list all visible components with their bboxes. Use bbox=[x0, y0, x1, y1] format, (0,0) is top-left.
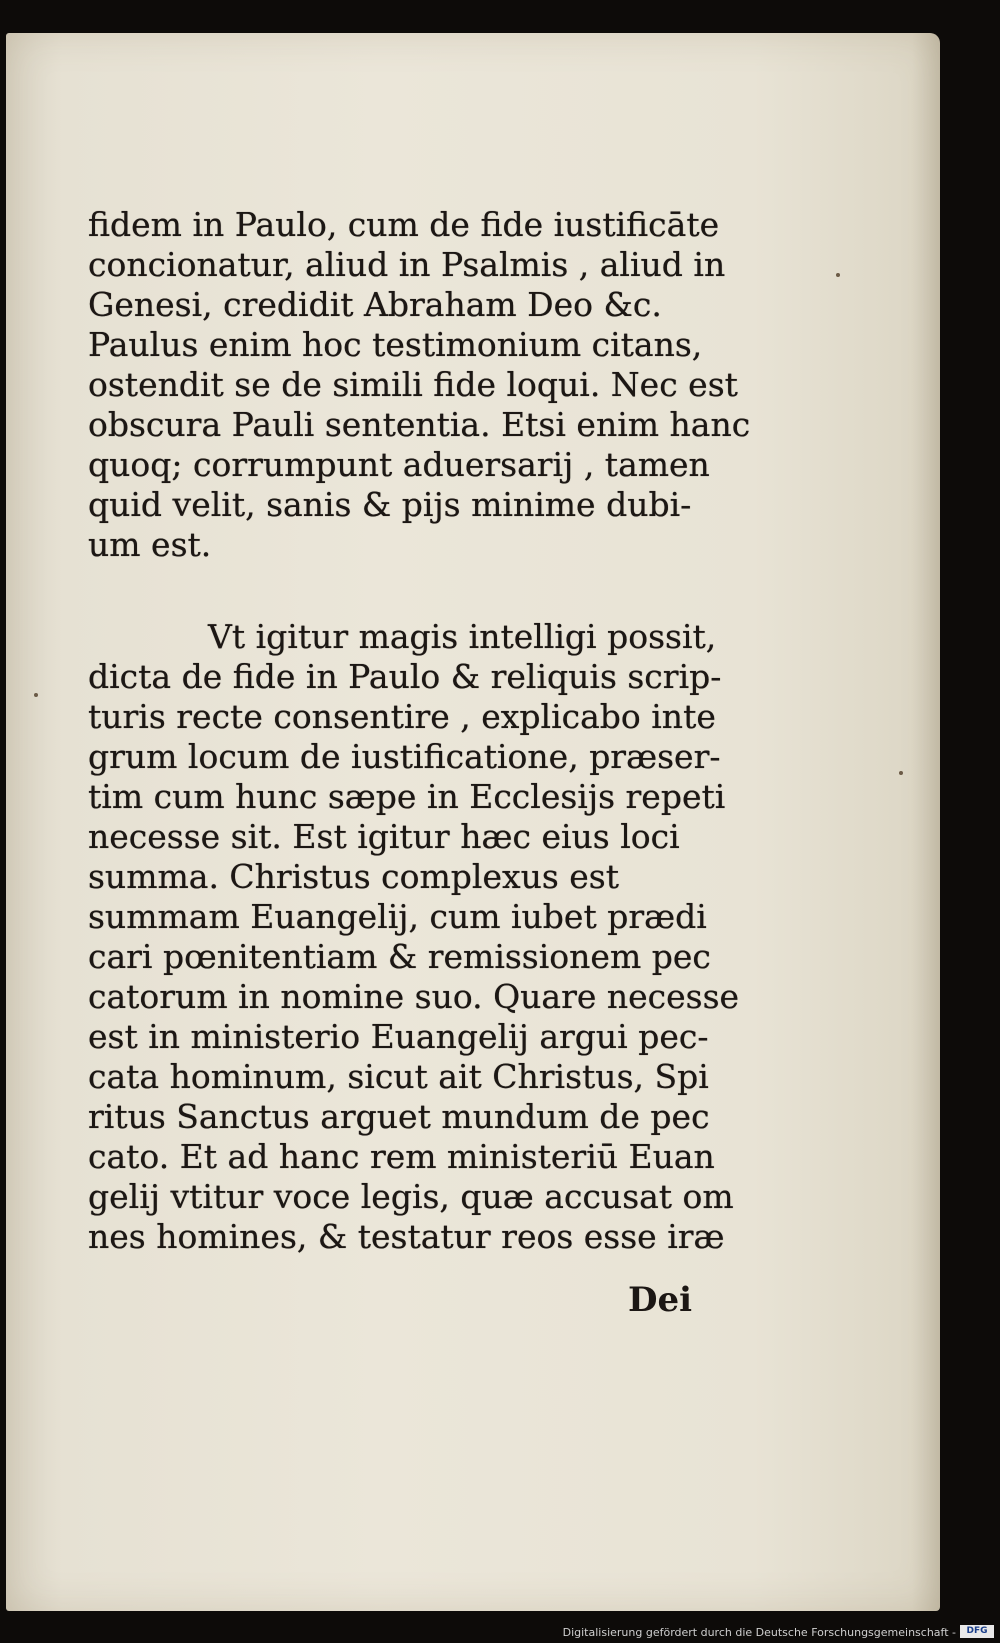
paragraph-first-line: Vt igitur magis intelligi possit, bbox=[208, 617, 717, 656]
text-line: Paulus enim hoc testimonium citans, bbox=[88, 325, 703, 364]
text-line: quoq; corrumpunt aduersarij , tamen bbox=[88, 445, 710, 484]
text-line: quid velit, sanis & pijs minime dubi- bbox=[88, 485, 692, 524]
text-line: summam Euangelij, cum iubet prædi bbox=[88, 897, 707, 936]
text-line: summa. Christus complexus est bbox=[88, 857, 619, 896]
catchword: Dei bbox=[628, 1280, 693, 1320]
paper-speck bbox=[836, 273, 840, 277]
text-line: gelij vtitur voce legis, quæ accusat om bbox=[88, 1177, 734, 1216]
text-line: Genesi, credidit Abraham Deo &c. bbox=[88, 285, 662, 324]
text-line: concionatur, aliud in Psalmis , aliud in bbox=[88, 245, 726, 284]
text-line: necesse sit. Est igitur hæc eius loci bbox=[88, 817, 680, 856]
digitization-credit: Digitalisierung gefördert durch die Deutsche Forschungsgemeinschaft - bbox=[562, 1626, 956, 1639]
text-line: catorum in nomine suo. Quare necesse bbox=[88, 977, 740, 1016]
paper-speck bbox=[899, 771, 903, 775]
text-line: cata hominum, sicut ait Christus, Spi bbox=[88, 1057, 709, 1096]
text-line: nes homines, & testatur reos esse iræ bbox=[88, 1217, 725, 1256]
text-line: turis recte consentire , explicabo inte bbox=[88, 697, 716, 736]
text-line: cato. Et ad hanc rem ministeriū Euan bbox=[88, 1137, 715, 1176]
book-page bbox=[6, 33, 940, 1611]
text-line: dicta de fide in Paulo & reliquis scrip- bbox=[88, 657, 722, 696]
text-line: grum locum de iustificatione, præser- bbox=[88, 737, 721, 776]
text-line: ostendit se de simili fide loqui. Nec est bbox=[88, 365, 738, 404]
text-line: tim cum hunc sæpe in Ecclesijs repeti bbox=[88, 777, 726, 816]
text-line: fidem in Paulo, cum de fide iustificāte bbox=[88, 205, 720, 244]
text-line: est in ministerio Euangelij argui pec- bbox=[88, 1017, 709, 1056]
text-line: obscura Pauli sententia. Etsi enim hanc bbox=[88, 405, 751, 444]
dfg-logo: DFG bbox=[960, 1625, 994, 1638]
paper-speck bbox=[34, 693, 38, 697]
text-line: um est. bbox=[88, 525, 212, 564]
text-line: cari pœnitentiam & remissionem pec bbox=[88, 937, 711, 976]
text-line: ritus Sanctus arguet mundum de pec bbox=[88, 1097, 710, 1136]
